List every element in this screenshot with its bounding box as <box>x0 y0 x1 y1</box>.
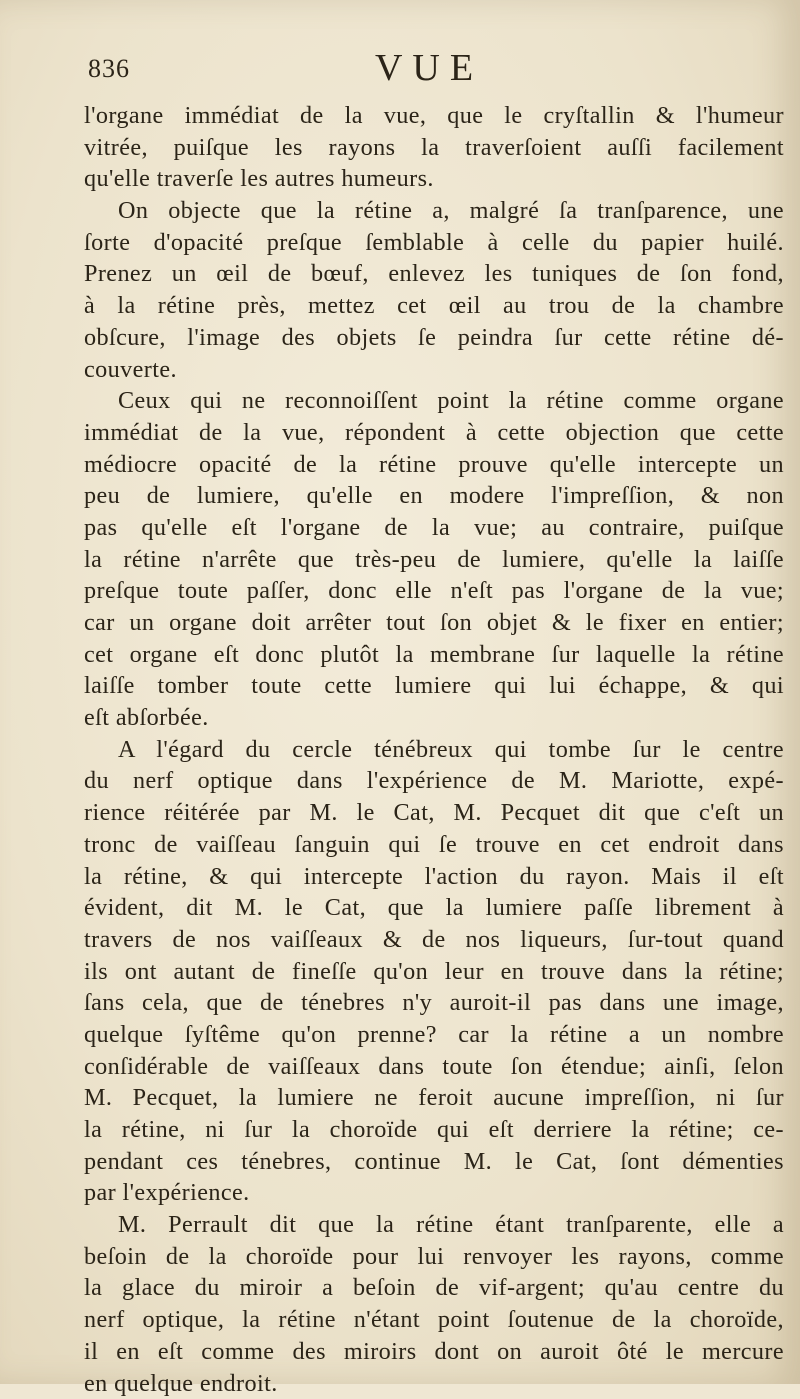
text-line: ſans cela, que de ténebres n'y auroit-il pas dans une image, <box>84 987 784 1019</box>
body-text <box>84 100 784 1399</box>
text-line: quelque ſyſtême qu'on prenne? car la rétine a un nombre <box>84 1019 784 1051</box>
page-header <box>84 46 774 94</box>
text-line: Prenez un œil de bœuf, enlevez les tuniques de ſon fond, <box>84 258 784 290</box>
text-line: On objecte que la rétine a, malgré ſa tranſparence, une <box>84 195 784 227</box>
text-line: A l'égard du cercle ténébreux qui tombe ſur le centre <box>84 734 784 766</box>
text-line: en quelque endroit. <box>84 1368 784 1399</box>
text-line: nerf optique, la rétine n'étant point ſoutenue de la choroïde, <box>84 1304 784 1336</box>
text-line: médiocre opacité de la rétine prouve qu'elle intercepte un <box>84 449 784 481</box>
text-line: car un organe doit arrêter tout ſon objet & le fixer en entier; <box>84 607 784 639</box>
paragraph <box>84 1209 784 1399</box>
text-line: Ceux qui ne reconnoiſſent point la rétine comme organe <box>84 385 784 417</box>
running-head: VUE <box>84 46 774 90</box>
paragraph <box>84 195 784 385</box>
text-line: travers de nos vaiſſeaux & de nos liqueurs, ſur-tout quand <box>84 924 784 956</box>
text-line: rience réitérée par M. le Cat, M. Pecquet dit que c'eſt un <box>84 797 784 829</box>
text-line: vitrée, puiſque les rayons la traverſoient auſſi facilement <box>84 132 784 164</box>
text-line: peu de lumiere, qu'elle en modere l'impreſſion, & non <box>84 480 784 512</box>
text-line: eſt abſorbée. <box>84 702 784 734</box>
text-line: immédiat de la vue, répondent à cette objection que cette <box>84 417 784 449</box>
text-line: la rétine n'arrête que très-peu de lumiere, qu'elle la laiſſe <box>84 544 784 576</box>
text-line: conſidérable de vaiſſeaux dans toute ſon étendue; ainſi, ſelon <box>84 1051 784 1083</box>
text-line: laiſſe tomber toute cette lumiere qui lui échappe, & qui <box>84 670 784 702</box>
text-line: preſque toute paſſer, donc elle n'eſt pas l'organe de la vue; <box>84 575 784 607</box>
text-line: M. Pecquet, la lumiere ne feroit aucune impreſſion, ni ſur <box>84 1082 784 1114</box>
paragraph <box>84 734 784 1209</box>
text-line: couverte. <box>84 354 784 386</box>
text-line: l'organe immédiat de la vue, que le cryſtallin & l'humeur <box>84 100 784 132</box>
paragraph <box>84 100 784 195</box>
text-line: du nerf optique dans l'expérience de M. Mariotte, expé- <box>84 765 784 797</box>
text-line: par l'expérience. <box>84 1177 784 1209</box>
text-line: beſoin de la choroïde pour lui renvoyer les rayons, comme <box>84 1241 784 1273</box>
text-line: ſorte d'opacité preſque ſemblable à celle du papier huilé. <box>84 227 784 259</box>
text-line: obſcure, l'image des objets ſe peindra ſur cette rétine dé- <box>84 322 784 354</box>
text-line: tronc de vaiſſeau ſanguin qui ſe trouve en cet endroit dans <box>84 829 784 861</box>
text-line: à la rétine près, mettez cet œil au trou de la chambre <box>84 290 784 322</box>
text-line: qu'elle traverſe les autres humeurs. <box>84 163 784 195</box>
text-line: M. Perrault dit que la rétine étant tranſparente, elle a <box>84 1209 784 1241</box>
text-line: pas qu'elle eſt l'organe de la vue; au contraire, puiſque <box>84 512 784 544</box>
text-line: la rétine, ni ſur la choroïde qui eſt derriere la rétine; ce- <box>84 1114 784 1146</box>
text-line: ils ont autant de fineſſe qu'on leur en trouve dans la rétine; <box>84 956 784 988</box>
text-line: évident, dit M. le Cat, que la lumiere paſſe librement à <box>84 892 784 924</box>
text-line: il en eſt comme des miroirs dont on auroit ôté le mercure <box>84 1336 784 1368</box>
paragraph <box>84 385 784 734</box>
text-line: cet organe eſt donc plutôt la membrane ſur laquelle la rétine <box>84 639 784 671</box>
text-line: la rétine, & qui intercepte l'action du rayon. Mais il eſt <box>84 861 784 893</box>
text-line: pendant ces ténebres, continue M. le Cat, ſont démenties <box>84 1146 784 1178</box>
page-number: 836 <box>88 54 130 84</box>
text-line: la glace du miroir a beſoin de vif-argent; qu'au centre du <box>84 1272 784 1304</box>
